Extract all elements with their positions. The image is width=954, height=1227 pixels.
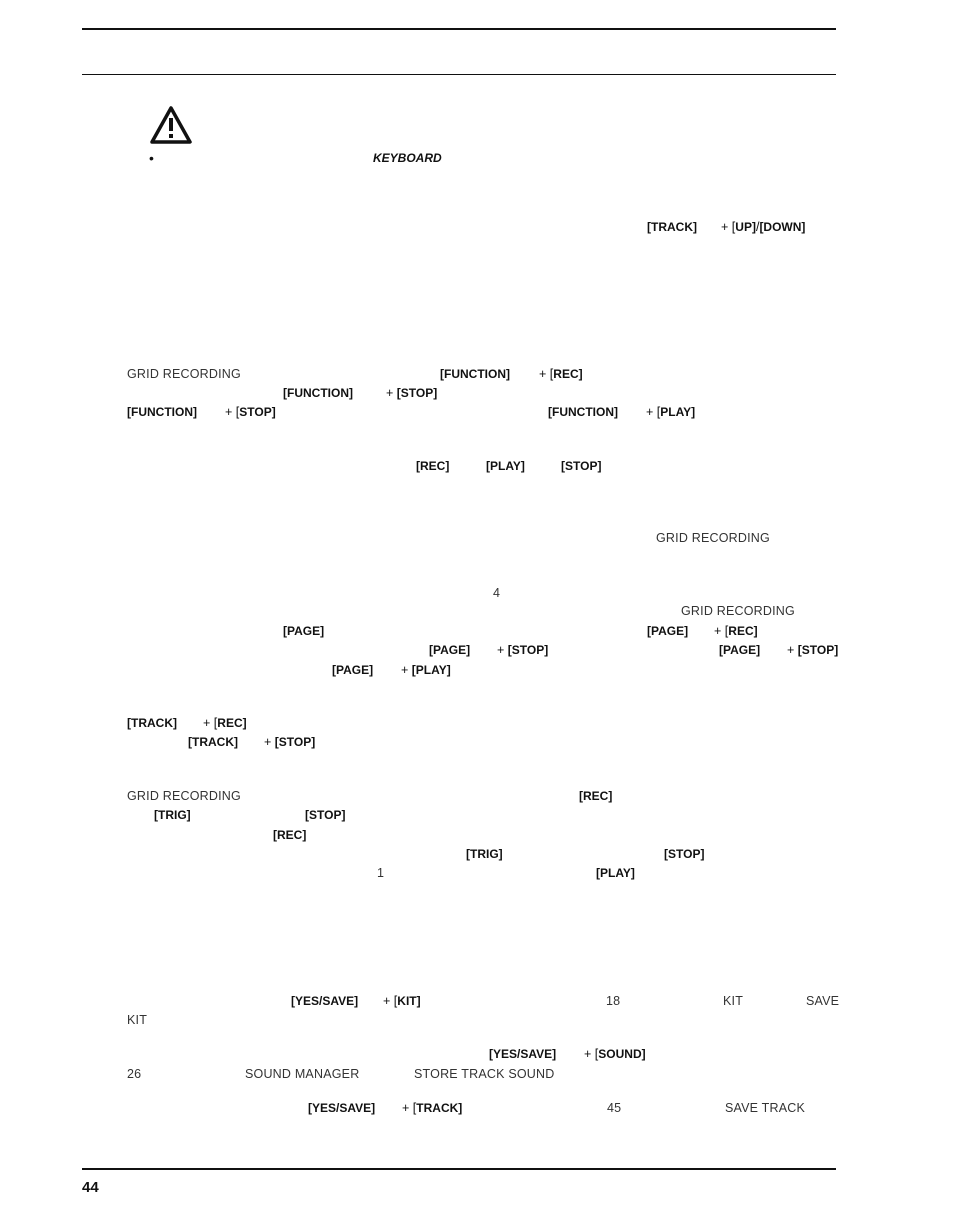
track-key: [TRACK] xyxy=(647,220,697,234)
bracket: [ xyxy=(594,1047,599,1061)
up-key: UP] xyxy=(735,220,756,234)
bracket: [ xyxy=(549,367,554,381)
combo-function-play xyxy=(646,405,695,420)
bracket: [ xyxy=(724,624,729,638)
combo-function-stop xyxy=(386,386,437,401)
function-key: [FUNCTION] xyxy=(283,386,353,400)
plus-sign: + xyxy=(203,716,211,730)
grid-recording-label: GRID RECORDING xyxy=(681,604,795,618)
rec-key: REC] xyxy=(728,624,758,638)
combo-page-play xyxy=(401,663,451,678)
kit-key: KIT] xyxy=(397,994,421,1008)
rec-key: REC] xyxy=(553,367,583,381)
rec-key: REC] xyxy=(217,716,247,730)
bracket: [ xyxy=(412,1101,417,1115)
save-track-label: SAVE TRACK xyxy=(725,1101,806,1115)
grid-recording-label: GRID RECORDING xyxy=(656,531,770,545)
bracket: [ xyxy=(235,405,240,419)
page-key: [PAGE] xyxy=(332,663,374,677)
combo-function-rec xyxy=(539,367,583,382)
page-ref-45: 45 xyxy=(607,1101,622,1115)
yes-save-key: [YES/SAVE] xyxy=(308,1101,376,1115)
page-key: [PAGE] xyxy=(719,643,761,657)
function-key: [FUNCTION] xyxy=(127,405,197,419)
combo-track-stop xyxy=(264,735,315,750)
combo-track-rec xyxy=(203,716,247,731)
combo-yes-save-sound xyxy=(584,1047,646,1062)
bracket: [ xyxy=(656,405,661,419)
grid-recording-label: GRID RECORDING xyxy=(127,367,241,381)
store-track-sound-label: STORE TRACK SOUND xyxy=(414,1067,555,1081)
stop-key: STOP] xyxy=(239,405,276,419)
play-key: [PLAY] xyxy=(411,663,451,677)
function-key: [FUNCTION] xyxy=(440,367,510,381)
header-rule xyxy=(82,74,836,75)
page-key: [PAGE] xyxy=(429,643,471,657)
stop-key: [STOP] xyxy=(664,847,705,861)
plus-sign: + xyxy=(401,663,409,677)
combo-yes-save-kit xyxy=(383,994,421,1009)
plus-sign: + xyxy=(497,643,505,657)
rec-key: [REC] xyxy=(579,789,613,803)
number-four: 4 xyxy=(493,586,501,600)
stop-key: [STOP] xyxy=(305,808,346,822)
plus-sign: + xyxy=(539,367,547,381)
track-key: [TRACK] xyxy=(188,735,238,749)
play-key: [PLAY] xyxy=(596,866,635,880)
yes-save-key: [YES/SAVE] xyxy=(291,994,359,1008)
play-key: [PLAY] xyxy=(486,459,525,473)
warning-triangle-icon xyxy=(149,105,193,145)
keyboard-key-label: KEYBOARD xyxy=(373,151,442,165)
track-key: [TRACK] xyxy=(127,716,177,730)
track-key: TRACK] xyxy=(416,1101,463,1115)
function-key: [FUNCTION] xyxy=(548,405,618,419)
trig-key: [TRIG] xyxy=(466,847,503,861)
save-label: SAVE xyxy=(806,994,840,1008)
plus-sign: + xyxy=(402,1101,410,1115)
page-key: [PAGE] xyxy=(647,624,689,638)
stop-key: [STOP] xyxy=(561,459,602,473)
yes-save-key: [YES/SAVE] xyxy=(489,1047,557,1061)
kit-label: KIT xyxy=(723,994,744,1008)
footer-rule xyxy=(82,1168,836,1170)
combo-yes-save-track xyxy=(402,1101,462,1116)
page-number: 44 xyxy=(82,1179,99,1196)
bracket: [ xyxy=(213,716,218,730)
plus-sign: + xyxy=(386,386,394,400)
play-key: PLAY] xyxy=(660,405,696,419)
bracket: [ xyxy=(393,994,398,1008)
sound-manager-label: SOUND MANAGER xyxy=(245,1067,360,1081)
page-key: [PAGE] xyxy=(283,624,325,638)
trig-key: [TRIG] xyxy=(154,808,191,822)
stop-key: [STOP] xyxy=(396,386,438,400)
plus-sign: + xyxy=(721,220,729,234)
combo-page-rec xyxy=(714,624,758,639)
combo-page-stop xyxy=(497,643,548,658)
number-one: 1 xyxy=(377,866,385,880)
combo-page-stop-2 xyxy=(787,643,838,658)
page-ref-26: 26 xyxy=(127,1067,142,1081)
plus-sign: + xyxy=(264,735,272,749)
stop-key: [STOP] xyxy=(797,643,839,657)
plus-sign: + xyxy=(584,1047,592,1061)
down-key: [DOWN] xyxy=(759,220,806,234)
sound-key: SOUND] xyxy=(598,1047,646,1061)
combo-line-1 xyxy=(721,220,805,235)
plus-sign: + xyxy=(225,405,233,419)
combo-function-stop-2 xyxy=(225,405,276,420)
rec-key: [REC] xyxy=(273,828,307,842)
kit-label: KIT xyxy=(127,1013,148,1027)
page-ref-18: 18 xyxy=(606,994,621,1008)
stop-key: [STOP] xyxy=(274,735,316,749)
bracket: [ xyxy=(731,220,736,234)
slash: / xyxy=(755,220,760,234)
top-rule xyxy=(82,28,836,30)
plus-sign: + xyxy=(383,994,391,1008)
stop-key: [STOP] xyxy=(507,643,549,657)
grid-recording-label: GRID RECORDING xyxy=(127,789,241,803)
plus-sign: + xyxy=(646,405,654,419)
rec-key: [REC] xyxy=(416,459,450,473)
warning-bullet: • xyxy=(149,150,154,166)
plus-sign: + xyxy=(714,624,722,638)
plus-sign: + xyxy=(787,643,795,657)
